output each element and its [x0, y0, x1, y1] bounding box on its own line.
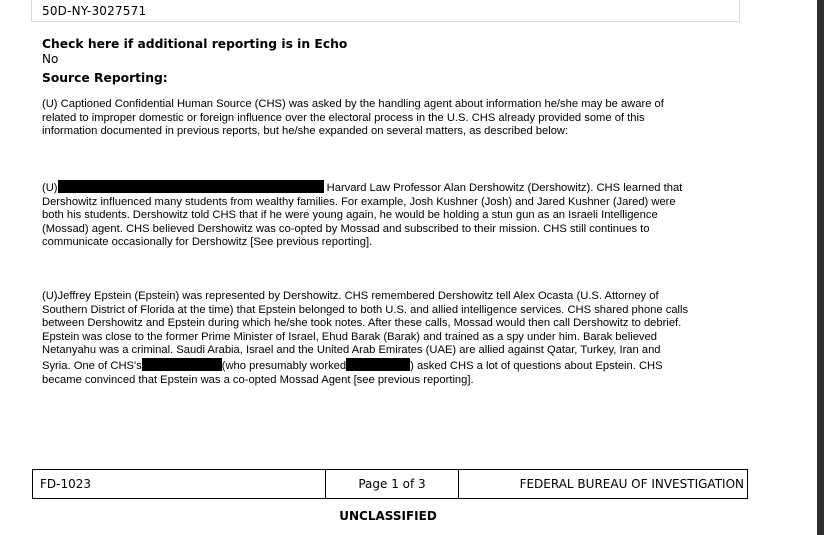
dershowitz-paragraph [42, 180, 732, 250]
intro-line: (U) Captioned Confidential Human Source (CHS) was asked by the handling agent about information he/she may be aware of [42, 98, 664, 110]
intro-line: related to improper domestic or foreign influence over the electoral process in the U.S. CHS already provided some of this [42, 111, 645, 124]
paragraph-line: (U)Jeffrey Epstein (Epstein) was represented by Dershowitz. CHS remembered Dershowitz tell Alex Ocasta (U.S. Attorney of [42, 290, 659, 302]
paragraph-line: Southern District of Florida at the time) that Epstein belonged to both U.S. and allied intelligence services. CHS shared phone calls [42, 303, 689, 316]
paragraph-text: ) asked CHS a lot of questions about Epstein. CHS [410, 359, 663, 372]
paragraph-line: communicate occasionally for Dershowitz [See previous reporting]. [42, 236, 373, 249]
paragraph-text: Harvard Law Professor Alan Dershowitz (Dershowitz). CHS learned that [323, 182, 683, 194]
intro-line: information documented in previous reports, but he/she expanded on several matters, as described below: [42, 125, 569, 138]
window-edge [817, 0, 824, 535]
paragraph-line: (Mossad) agent. CHS believed Dershowitz was co-opted by Mossad and subscribed to their mission. CHS still continues to [42, 222, 650, 235]
paragraph-line: both his students. Dershowitz told CHS that if he were young again, he would be holding a stun gun as an Israeli Intelligence [42, 209, 658, 222]
paragraph-text: Syria. One of CHS's [42, 359, 142, 372]
intro-paragraph [42, 98, 732, 139]
paragraph-marking: (U) [42, 182, 58, 194]
paragraph-line: Epstein was close to the former Prime Minister of Israel, Ehud Barak (Barak) and trained as a spy under him. Barak believed [42, 330, 657, 343]
redaction-block [142, 358, 222, 371]
paragraph-text: (who presumably worked [221, 359, 347, 372]
paragraph-line: between Dershowitz and Epstein during which he/she took notes. After these calls, Mossad would then call Dershowitz to debrief. [42, 317, 682, 330]
file-number: 50D-NY-3027571 [42, 4, 147, 18]
redaction-block [346, 358, 410, 371]
classification-marking: UNCLASSIFIED [339, 509, 437, 523]
paragraph-line: became convinced that Epstein was a co-opted Mossad Agent [see previous reporting]. [42, 373, 474, 386]
echo-value: No [42, 52, 59, 66]
redaction-block [58, 180, 324, 193]
source-reporting-heading: Source Reporting: [42, 71, 168, 85]
page-number: Page 1 of 3 [326, 470, 459, 498]
echo-label: Check here if additional reporting is in Echo [42, 37, 348, 51]
paragraph-line: Netanyahu was a criminal. Saudi Arabia, Israel and the United Arab Emirates (UAE) are allied against Qatar, Turkey, Iran and [42, 344, 661, 357]
form-number: FD-1023 [33, 470, 326, 498]
epstein-paragraph [42, 290, 732, 387]
form-footer [32, 469, 748, 499]
agency-name: FEDERAL BUREAU OF INVESTIGATION [519, 477, 744, 491]
paragraph-line: Dershowitz influenced many students from wealthy families. For example, Josh Kushner (Josh) and Jared Kushner (Jared) were [42, 195, 676, 208]
